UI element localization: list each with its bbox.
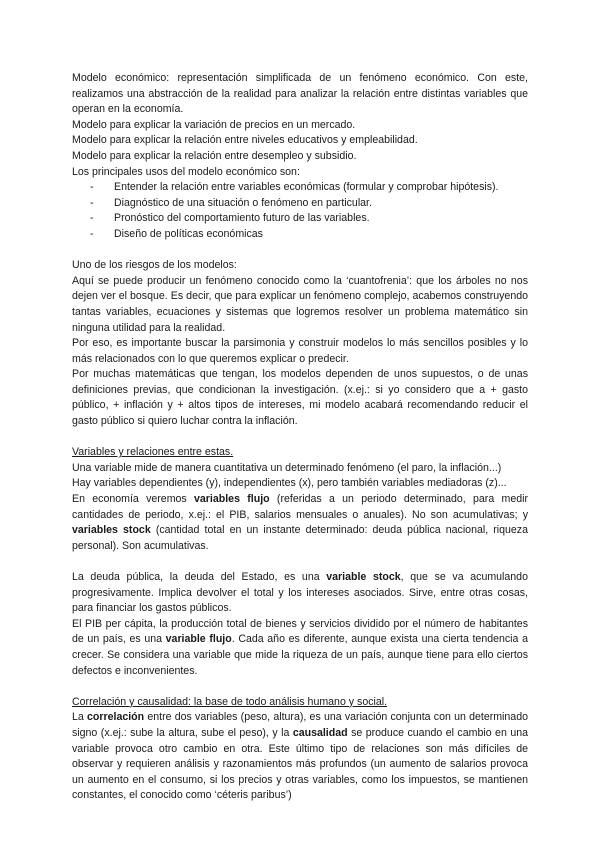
text-run: , que se va acumulando progresivamente. Implica devolver el total y los intereses asociados. Sirve, entre otras cosas, para financiar los gastos públicos. (72, 571, 528, 615)
bullet-dash: - (90, 196, 94, 209)
list-item (90, 180, 528, 196)
spacer (72, 554, 528, 570)
example-line: Modelo para explicar la relación entre niveles educativos y empleabilidad. (72, 134, 418, 147)
text-run: La (72, 711, 88, 724)
example-line: Modelo para explicar la variación de precios en un mercado. (72, 118, 356, 131)
text-run: (referidas a un periodo determinado, para medir cantidades de periodo, x.ej.: el PIB, salarios mensuales o anuales). No son acumulativas; y (72, 493, 529, 521)
spacer (72, 243, 528, 259)
bold-term: variable flujo (165, 633, 232, 646)
text-run: El PIB per cápita, la producción total de bienes y servicios dividido por el número de habitantes de un país, es una (72, 617, 528, 646)
uses-heading: Los principales usos del modelo económico son: (72, 165, 300, 178)
correlation-heading: Correlación y causalidad: la base de todo análisis humano y social. (72, 695, 388, 708)
spacer (72, 430, 528, 446)
list-item (90, 227, 528, 243)
text-run: se produce cuando el cambio en una variable provoca otro cambio en otra. Este último tipo de relaciones son más difíciles de observar y requieren análisis y razonamientos más profundos (un aumento de salarios provoca un aumento en el consumo, si los precios y otras variables, como los impuestos, se mantienen constantes, el conocido como ‘céteris paribus’) (72, 726, 528, 802)
variables-paragraph: Hay variables dependientes (y), independientes (x), pero también variables mediadoras (z)... (72, 477, 507, 490)
risks-paragraph: Por eso, es importante buscar la parsimonia y construir modelos lo más sencillos posibles y lo más relacionados con lo que queremos explicar o predecir. (72, 337, 528, 365)
text-run: (cantidad total en un instante determinado: deuda pública nacional, riqueza personal). Son acumulativas. (72, 524, 528, 552)
list-item-text: Pronóstico del comportamiento futuro de las variables. (114, 212, 370, 225)
bold-term: variables stock (72, 524, 151, 537)
variables-paragraph: Una variable mide de manera cuantitativa un determinado fenómeno (el paro, la inflación...) (72, 461, 502, 474)
bold-term: correlación (87, 711, 145, 724)
risks-heading: Uno de los riesgos de los modelos: (72, 259, 237, 272)
text-run: . Cada año es diferente, aunque exista una cierta tendencia a crecer. Se considera una variable que mide la riqueza de un país, aunque tiene para ello ciertos defectos e inconvenientes. (72, 633, 528, 677)
example-line: Modelo para explicar la relación entre desempleo y subsidio. (72, 149, 357, 162)
bold-term: causalidad (292, 726, 348, 739)
gdp-paragraph (72, 617, 528, 679)
bullet-dash: - (90, 212, 94, 225)
debt-paragraph (72, 570, 528, 617)
text-run: En economía veremos (72, 493, 195, 506)
bold-term: variables flujo (194, 493, 270, 506)
variables-heading: Variables y relaciones entre estas. (72, 446, 234, 459)
model-definition: Modelo económico: representación simplificada de un fenómeno económico. Con este, realizamos una abstracción de la realidad para analizar la relación entre distintas variables que operan en la economía. (72, 72, 528, 116)
text-run: La deuda pública, la deuda del Estado, es una (72, 571, 327, 583)
uses-list (72, 180, 528, 242)
risks-paragraph: Por muchas matemáticas que tengan, los modelos dependen de unos supuestos, o de unas definiciones previas, que condicionan la investigación. (x.ej.: si yo considero que a + gasto público, + inflación y + altos tipos de intereses, mi modelo acabará recomendando reducir el gasto público si quiero luchar contra la inflación. (72, 368, 528, 428)
variables-paragraph (72, 492, 528, 554)
text-run: entre dos variables (peso, altura), es una variación conjunta con un determinado signo (x.ej.: sube la altura, sube el peso), y la (72, 711, 528, 739)
bullet-dash: - (90, 227, 94, 240)
list-item (90, 196, 528, 212)
correlation-paragraph (72, 710, 528, 804)
document-page (72, 71, 528, 804)
list-item-text: Diseño de políticas económicas (114, 227, 263, 240)
list-item (90, 211, 528, 227)
risks-paragraph: Aquí se puede producir un fenómeno conocido como la ‘cuantofrenia’: que los árboles no nos dejen ver el bosque. Es decir, que para explicar un fenómeno complejo, acabemos construyendo tantas variables, ecuaciones y sistemas que logremos resolver un problema matemático sin ninguna utilidad para la realidad. (72, 274, 528, 334)
bullet-dash: - (90, 181, 94, 194)
spacer (72, 679, 528, 695)
list-item-text: Entender la relación entre variables económicas (formular y comprobar hipótesis). (114, 181, 499, 194)
list-item-text: Diagnóstico de una situación o fenómeno en particular. (114, 196, 372, 209)
bold-term: variable stock (326, 571, 401, 583)
